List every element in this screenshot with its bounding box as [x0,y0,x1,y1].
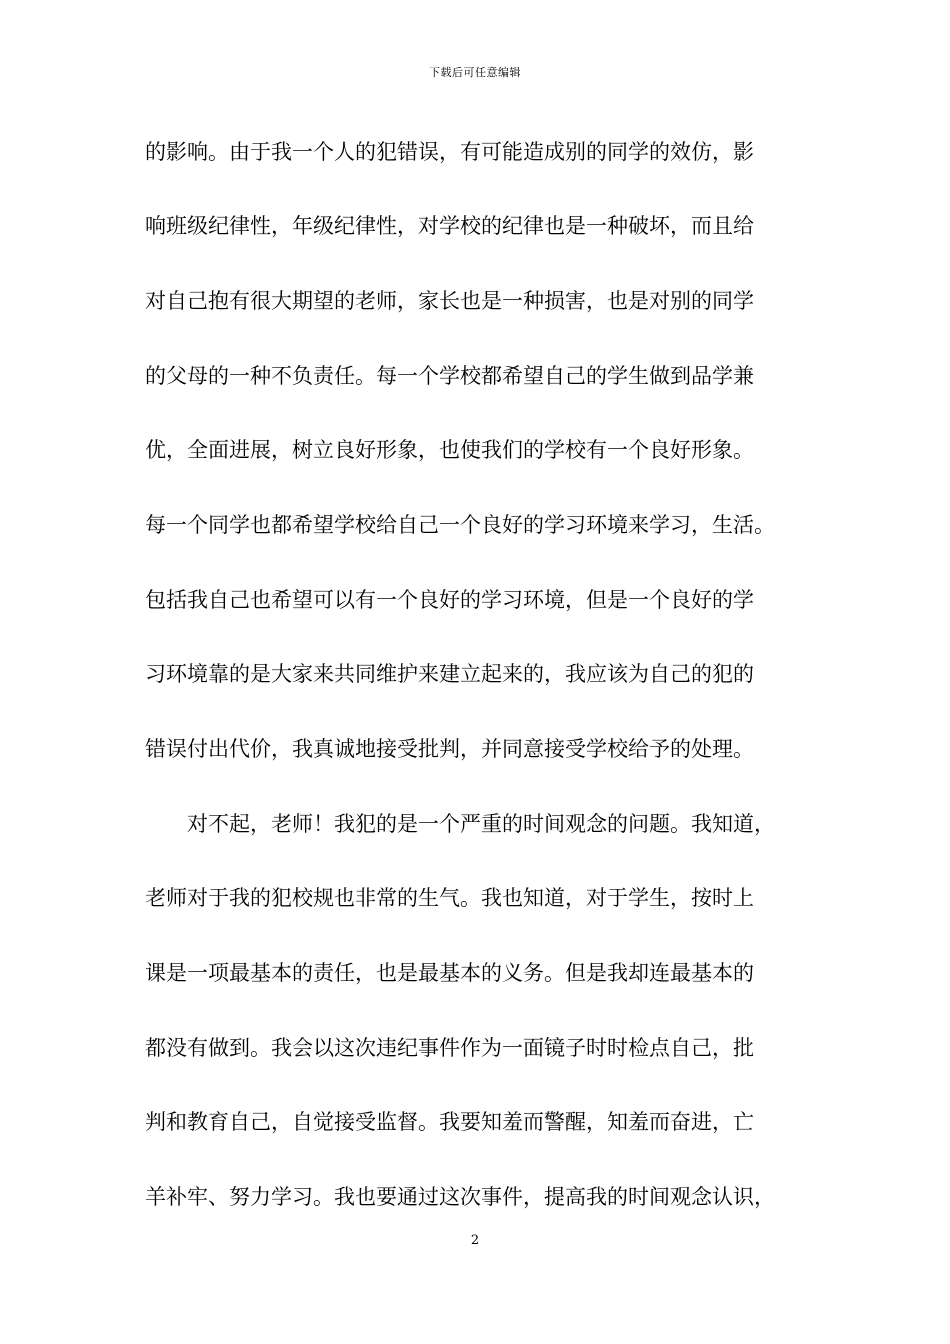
page-number: 2 [470,1233,480,1248]
page-header: 下载后可任意编辑 [429,66,521,79]
text-line: 响班级纪律性，年级纪律性，对学校的纪律也是一种破坏，而且给 [145,214,754,238]
text-line: 老师对于我的犯校规也非常的生气。我也知道，对于学生，按时上 [145,886,754,910]
text-line: 的影响。由于我一个人的犯错误，有可能造成别的同学的效仿，影 [145,140,754,164]
text-line: 对自己抱有很大期望的老师，家长也是一种损害，也是对别的同学 [145,289,754,313]
text-line: 羊补牢、努力学习。我也要通过这次事件，提高我的时间观念认识， [145,1185,775,1209]
text-line: 每一个同学也都希望学校给自己一个良好的学习环境来学习，生活。 [145,513,775,537]
text-line: 优，全面进展，树立良好形象，也使我们的学校有一个良好形象。 [145,438,754,462]
paragraph-start-line: 对不起，老师！我犯的是一个严重的时间观念的问题。我知道， [145,812,775,836]
text-line: 包括我自己也希望可以有一个良好的学习环境，但是一个良好的学 [145,588,754,612]
text-line: 课是一项最基本的责任，也是最基本的义务。但是我却连最基本的 [145,961,754,985]
text-line: 习环境靠的是大家来共同维护来建立起来的，我应该为自己的犯的 [145,662,754,686]
text-line: 判和教育自己，自觉接受监督。我要知羞而警醒，知羞而奋进，亡 [145,1110,754,1134]
text-line: 的父母的一种不负责任。每一个学校都希望自己的学生做到品学兼 [145,364,754,388]
text-line: 都没有做到。我会以这次违纪事件作为一面镜子时时检点自己，批 [145,1036,754,1060]
text-line: 错误付出代价，我真诚地接受批判，并同意接受学校给予的处理。 [145,737,754,761]
